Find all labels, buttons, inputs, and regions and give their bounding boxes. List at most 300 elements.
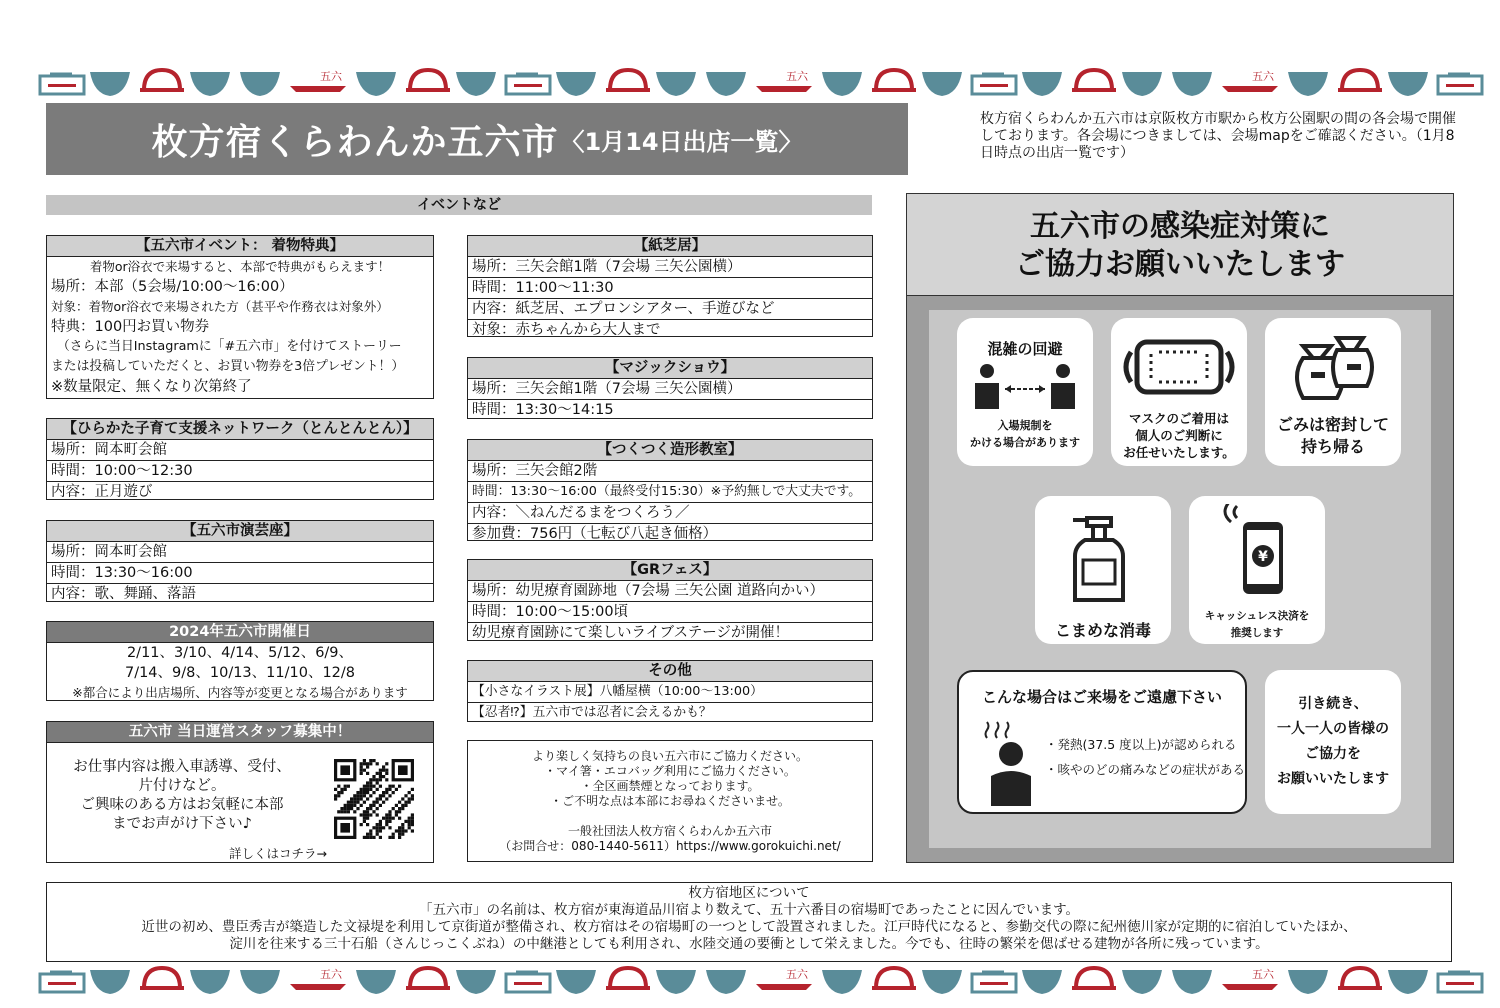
box-title: 【五六市演芸座】 (47, 521, 433, 542)
qr-module (385, 823, 388, 826)
qr-module (382, 775, 385, 778)
yen-symbol: ¥ (1258, 549, 1268, 565)
box-title: 【五六市イベント： 着物特典】 (47, 236, 433, 257)
qr-module (388, 820, 391, 823)
qr-module (398, 826, 401, 829)
qr-module (334, 794, 337, 797)
box-row: 内容：正月遊び (51, 484, 153, 500)
qr-module (363, 791, 366, 794)
qr-module (360, 823, 363, 826)
notice-line: より楽しく気持ちの良い五六市にご協力ください。 (531, 749, 808, 763)
box-row: 【小さなイラスト展】八幡屋横（10:00〜13:00） (468, 682, 872, 703)
qr-module (363, 810, 366, 813)
qr-module (395, 804, 398, 807)
magic-show-box (467, 357, 873, 419)
box-row: 内容：歌、舞踊、落語 (51, 586, 196, 602)
qr-module (392, 785, 395, 788)
recruit-line: までお声がけ下さい♪ (112, 816, 252, 832)
qr-module (372, 804, 375, 807)
qr-module (376, 807, 379, 810)
bowl-icon (1338, 968, 1382, 988)
bowl-icon (922, 970, 962, 994)
bowl-icon (1022, 72, 1062, 96)
qr-module (372, 778, 375, 781)
details-link[interactable]: 詳しくはコチラ→ (229, 846, 327, 861)
people-distance-icon (965, 359, 1085, 411)
boat-icon (48, 84, 76, 87)
qr-module (376, 778, 379, 781)
qr-module (398, 836, 401, 839)
qr-module (408, 817, 411, 820)
qr-module (398, 801, 401, 804)
logo-boat-icon (1222, 984, 1278, 990)
box-row: 場所：幼児療育園跡地（7会場 三矢公園 道路向かい） (468, 581, 872, 602)
history-line: 「五六市」の名前は、枚方宿が東海道品川宿より数えて、五十六番目の宿場町であったことに因んでいます。 (418, 902, 1079, 918)
contact-info[interactable]: （お問合せ：080-1440-5611）https://www.gorokuichi.net/ (499, 839, 841, 853)
qr-module (363, 769, 366, 772)
qr-module (369, 807, 372, 810)
qr-module (382, 801, 385, 804)
qr-module (337, 810, 340, 813)
box-row: （さらに当日Instagramに「#五六市」を付けてストーリー (57, 339, 402, 354)
boat-icon (1446, 84, 1474, 87)
qr-module (356, 794, 359, 797)
history-line: 近世の初め、豊臣秀吉が築造した文禄堤を利用して京街道が整備され、枚方宿はその宿場町の一つとして設置されました。江戸時代になると、参勤交代の際に紀州徳川家が定期的に宿泊していたほか、 (141, 919, 1357, 935)
boat-icon (48, 982, 76, 985)
qr-module (379, 772, 382, 775)
bowl-icon (606, 70, 650, 90)
qr-module (376, 833, 379, 836)
qr-module (379, 823, 382, 826)
qr-module (363, 759, 366, 762)
qr-module (398, 829, 401, 832)
qr-finder-center (340, 765, 350, 775)
qr-module (408, 820, 411, 823)
card-text: 入場規制を (997, 419, 1053, 432)
qr-module (376, 801, 379, 804)
refrain-item: ・咳やのどの痛みなどの症状がある (1045, 762, 1246, 777)
bowl-icon (1122, 970, 1162, 994)
qr-module (369, 762, 372, 765)
qr-module (379, 836, 382, 839)
qr-module (369, 781, 372, 784)
qr-module (385, 820, 388, 823)
bowl-icon (190, 970, 230, 994)
history-title: 枚方宿地区について (688, 885, 810, 901)
qr-module (392, 836, 395, 839)
qr-module (379, 826, 382, 829)
bowl-icon (606, 968, 650, 988)
qr-module (360, 788, 363, 791)
recruit-line: 片付けなど。 (138, 778, 226, 794)
qr-module (376, 813, 379, 816)
qr-module (360, 762, 363, 765)
bowl-icon (140, 968, 184, 988)
boat-icon (514, 982, 542, 985)
qr-module (363, 820, 366, 823)
covid-heading-line: ご協力お願いいたします (1015, 247, 1345, 282)
qr-module (337, 794, 340, 797)
box-title: 【マジックショウ】 (468, 358, 872, 379)
qr-module (392, 817, 395, 820)
top-decoration-band (0, 62, 1500, 102)
qr-module (366, 788, 369, 791)
qr-module (356, 797, 359, 800)
qr-module (408, 823, 411, 826)
bowl-icon (1172, 72, 1212, 96)
box-title: 【GRフェス】 (468, 560, 872, 581)
box-title: 五六市 当日運営スタッフ募集中！ (47, 722, 433, 743)
box-row: 場所：三矢会館1階（7会場 三矢公園横） (468, 379, 872, 400)
qr-module (347, 807, 350, 810)
box-row: 幼児療育園跡にて楽しいライブステージが開催！ (472, 625, 789, 641)
qr-module (366, 785, 369, 788)
qr-module (392, 833, 395, 836)
qr-module (385, 772, 388, 775)
qr-module (363, 788, 366, 791)
qr-module (388, 794, 391, 797)
bowl-icon (356, 72, 396, 96)
box-title: 2024年五六市開催日 (47, 622, 433, 643)
qr-module (353, 794, 356, 797)
bowl-icon (1072, 70, 1116, 90)
qr-module (350, 804, 353, 807)
qr-module (395, 813, 398, 816)
qr-module (379, 820, 382, 823)
box-row: 時間：13:30〜14:15 (472, 402, 614, 418)
qr-module (366, 797, 369, 800)
qr-module (379, 804, 382, 807)
card-text: お任せいたします。 (1123, 445, 1235, 460)
qr-module (366, 791, 369, 794)
kimono-event-box (46, 235, 434, 399)
refrain-card (957, 670, 1247, 814)
bowl-icon (240, 970, 280, 994)
qr-module (363, 836, 366, 839)
qr-module (385, 769, 388, 772)
sanitizer-icon (1043, 510, 1163, 606)
qr-module (401, 797, 404, 800)
bowl-icon (656, 970, 696, 994)
qr-module (360, 765, 363, 768)
bottom-decoration-band (0, 960, 1500, 1000)
card-text: 推奨します (1230, 627, 1284, 639)
box-row: 着物or浴衣で来場すると、本部で特典がもらえます！ (89, 259, 391, 274)
bowl-icon (706, 72, 746, 96)
qr-module (366, 823, 369, 826)
qr-module (376, 797, 379, 800)
kamishibai-box (467, 235, 873, 337)
bowl-icon (356, 970, 396, 994)
staff-recruit-box (46, 721, 434, 863)
qr-module (385, 813, 388, 816)
qr-module (366, 810, 369, 813)
qr-module (369, 794, 372, 797)
qr-module (392, 807, 395, 810)
qr-module (334, 788, 337, 791)
qr-module (388, 813, 391, 816)
bowl-icon (822, 970, 862, 994)
logo-text: 五六 (786, 70, 808, 83)
bowl-icon (140, 70, 184, 90)
qr-module (411, 823, 414, 826)
qr-module (385, 791, 388, 794)
qr-module (376, 788, 379, 791)
box-title: 【つくつく造形教室】 (468, 440, 872, 461)
bowl-icon (1388, 72, 1428, 96)
qr-module (408, 797, 411, 800)
qr-module (350, 807, 353, 810)
qr-code-graphic (334, 759, 414, 839)
engei-theater-box (46, 520, 434, 602)
bowl-icon (556, 72, 596, 96)
qr-module (350, 801, 353, 804)
qr-module (369, 836, 372, 839)
qr-module (401, 833, 404, 836)
qr-module (388, 826, 391, 829)
covid-heading (907, 194, 1453, 296)
qr-module (382, 817, 385, 820)
phone-payment-icon (1197, 504, 1317, 600)
bowl-icon (240, 72, 280, 96)
box-row: 時間：13:30〜16:00（最終受付15:30）※予約無しで大丈夫です。 (468, 482, 872, 503)
recruit-line: お仕事内容は搬入車誘導、受付、 (73, 759, 291, 775)
thanks-text (1265, 670, 1401, 792)
box-row: 対象：着物or浴衣で来場された方（甚平や作務衣は対象外） (51, 299, 389, 314)
qr-module (344, 785, 347, 788)
notice-line: ・全区画禁煙となっております。 (580, 779, 760, 793)
qr-module (356, 791, 359, 794)
qr-module (356, 801, 359, 804)
qr-module (385, 778, 388, 781)
notice-line: ・ご不明な点は本部にお尋ねくださいませ。 (550, 794, 790, 808)
qr-module (372, 791, 375, 794)
qr-module (388, 785, 391, 788)
qr-module (372, 810, 375, 813)
qr-module (398, 817, 401, 820)
trash-bags-icon (1273, 328, 1393, 408)
qr-module (360, 791, 363, 794)
qr-module (372, 826, 375, 829)
qr-module (376, 762, 379, 765)
qr-module (382, 794, 385, 797)
qr-module (337, 791, 340, 794)
qr-module (379, 785, 382, 788)
notice-text (468, 741, 872, 854)
covid-measures-panel (906, 193, 1454, 863)
schedule-note: ※都合により出店場所、内容等が変更となる場合があります (72, 685, 408, 700)
bowl-icon (406, 70, 450, 90)
others-box (467, 660, 873, 722)
qr-module (353, 797, 356, 800)
card-text: ごみは密封して (1276, 415, 1389, 434)
bowl-pattern (0, 960, 1500, 1000)
box-row: 時間：13:30〜16:00 (47, 563, 433, 584)
box-row: または投稿していただくと、お買い物券を3倍プレゼント！） (51, 359, 405, 374)
qr-module (369, 778, 372, 781)
qr-module (372, 775, 375, 778)
sanitizer-card (1035, 496, 1171, 644)
qr-module (411, 817, 414, 820)
qr-module (395, 788, 398, 791)
logo-boat-icon (756, 984, 812, 990)
qr-module (340, 810, 343, 813)
bowl-icon (656, 72, 696, 96)
qr-module (404, 794, 407, 797)
bowl-icon (1338, 70, 1382, 90)
qr-module (363, 801, 366, 804)
qr-module (369, 829, 372, 832)
qr-module (350, 797, 353, 800)
qr-module (404, 820, 407, 823)
qr-module (411, 813, 414, 816)
bowl-icon (1022, 970, 1062, 994)
qr-module (337, 785, 340, 788)
qr-module (392, 791, 395, 794)
bowl-icon (922, 72, 962, 96)
logo-text: 五六 (320, 968, 342, 981)
thanks-line: ご協力を (1305, 746, 1361, 762)
qr-module (347, 785, 350, 788)
notice-line: ・マイ箸・エコバッグ利用にご協力ください。 (544, 764, 796, 778)
box-title: その他 (468, 661, 872, 682)
qr-module (401, 826, 404, 829)
mask-icon (1119, 332, 1239, 402)
qr-module (372, 785, 375, 788)
trash-card (1265, 318, 1401, 466)
box-row: 内容：紙芝居、エプロンシアター、手遊びなど (468, 299, 872, 320)
refrain-title: こんな場合はご来場をご遠慮下さい (981, 688, 1222, 706)
qr-module (366, 765, 369, 768)
qr-module (366, 836, 369, 839)
schedule-dates: 7/14、9/8、10/13、11/10、12/8 (124, 665, 356, 681)
qr-module (366, 781, 369, 784)
box-row: 特典：100円お買い物券 (51, 319, 210, 335)
qr-module (369, 813, 372, 816)
bowl-icon (706, 970, 746, 994)
qr-module (379, 829, 382, 832)
qr-module (376, 772, 379, 775)
qr-module (385, 817, 388, 820)
qr-module (388, 836, 391, 839)
qr-module (398, 807, 401, 810)
qr-module (366, 833, 369, 836)
avoid-crowd-card (957, 318, 1093, 466)
bowl-pattern (0, 62, 1500, 102)
thanks-line: お願いいたします (1277, 771, 1389, 787)
qr-finder-center (398, 765, 408, 775)
card-text: キャッシュレス決済を (1204, 610, 1310, 622)
bowl-icon (822, 72, 862, 96)
box-row: 参加費：756円（七転び八起き価格） (472, 526, 718, 542)
qr-module (372, 759, 375, 762)
qr-module (379, 775, 382, 778)
gr-fes-box (467, 559, 873, 641)
qr-module (366, 772, 369, 775)
bowl-icon (1122, 72, 1162, 96)
qr-module (340, 788, 343, 791)
page-title-bar (46, 103, 908, 175)
qr-module (376, 781, 379, 784)
qr-module (382, 769, 385, 772)
box-row: 内容：＼ねんだるまをつくろう／ (468, 503, 872, 524)
bowl-icon (90, 72, 130, 96)
qr-module (366, 807, 369, 810)
box-row: 場所：三矢会館1階（7会場 三矢公園横） (468, 257, 872, 278)
thanks-card (1265, 670, 1401, 814)
history-line: 淀川を往来する三十石船（さんじっこくぶね）の中継港としても利用され、水陸交通の要衝として栄えました。今でも、往時の繁栄を偲ばせる建物が各所に残っています。 (229, 936, 1269, 952)
qr-module (385, 762, 388, 765)
qr-module (404, 804, 407, 807)
card-title: 混雑の回避 (987, 340, 1063, 358)
refrain-list (1045, 732, 1245, 782)
bowl-icon (1288, 72, 1328, 96)
bowl-icon (556, 970, 596, 994)
refrain-item: ・発熱(37.5 度以上)が認められる (1045, 737, 1237, 752)
qr-module (404, 829, 407, 832)
box-row: 場所：岡本町会館 (47, 440, 433, 461)
qr-module (385, 797, 388, 800)
bowl-icon (406, 968, 450, 988)
qr-module (372, 801, 375, 804)
box-row: 時間：10:00〜12:30 (47, 461, 433, 482)
qr-module (353, 804, 356, 807)
card-text: かける場合があります (970, 436, 1080, 449)
card-text: 個人のご判断に (1135, 428, 1223, 443)
qr-module (353, 810, 356, 813)
bowl-icon (872, 70, 916, 90)
qr-module (395, 810, 398, 813)
bowl-icon (872, 968, 916, 988)
qr-module (376, 829, 379, 832)
card-text: マスクのご着用は (1128, 411, 1229, 426)
qr-module (376, 826, 379, 829)
qr-module (408, 791, 411, 794)
covid-heading-line: 五六市の感染症対策に (1030, 209, 1330, 244)
organization-name: 一般社団法人枚方宿くらわんか五六市 (567, 824, 772, 838)
logo-boat-icon (290, 984, 346, 990)
qr-code[interactable] (334, 759, 414, 839)
box-row: 【忍者⁉】五六市では忍者に会えるかも？ (472, 705, 712, 720)
qr-module (366, 817, 369, 820)
box-row: 時間：10:00〜15:00頃 (468, 602, 872, 623)
qr-module (369, 833, 372, 836)
qr-module (385, 788, 388, 791)
qr-module (379, 778, 382, 781)
qr-module (411, 797, 414, 800)
logo-text: 五六 (786, 968, 808, 981)
qr-module (369, 804, 372, 807)
qr-module (344, 807, 347, 810)
qr-module (408, 801, 411, 804)
qr-module (360, 794, 363, 797)
qr-module (401, 804, 404, 807)
qr-module (411, 829, 414, 832)
bowl-icon (1072, 968, 1116, 988)
intro-text: 枚方宿くらわんか五六市は京阪枚方市駅から枚方公園駅の間の各会場で開催しております。各会場につきましては、会場mapをご確認ください。（1月8日時点の出店一覧です） (980, 111, 1456, 161)
logo-boat-icon (756, 86, 812, 92)
notice-box (467, 740, 873, 862)
qr-module (369, 759, 372, 762)
covid-cards-area (929, 310, 1431, 848)
qr-module (360, 772, 363, 775)
bowl-icon (90, 970, 130, 994)
qr-module (369, 788, 372, 791)
qr-module (360, 797, 363, 800)
qr-module (344, 810, 347, 813)
qr-module (401, 823, 404, 826)
zoukei-class-box (467, 439, 873, 541)
